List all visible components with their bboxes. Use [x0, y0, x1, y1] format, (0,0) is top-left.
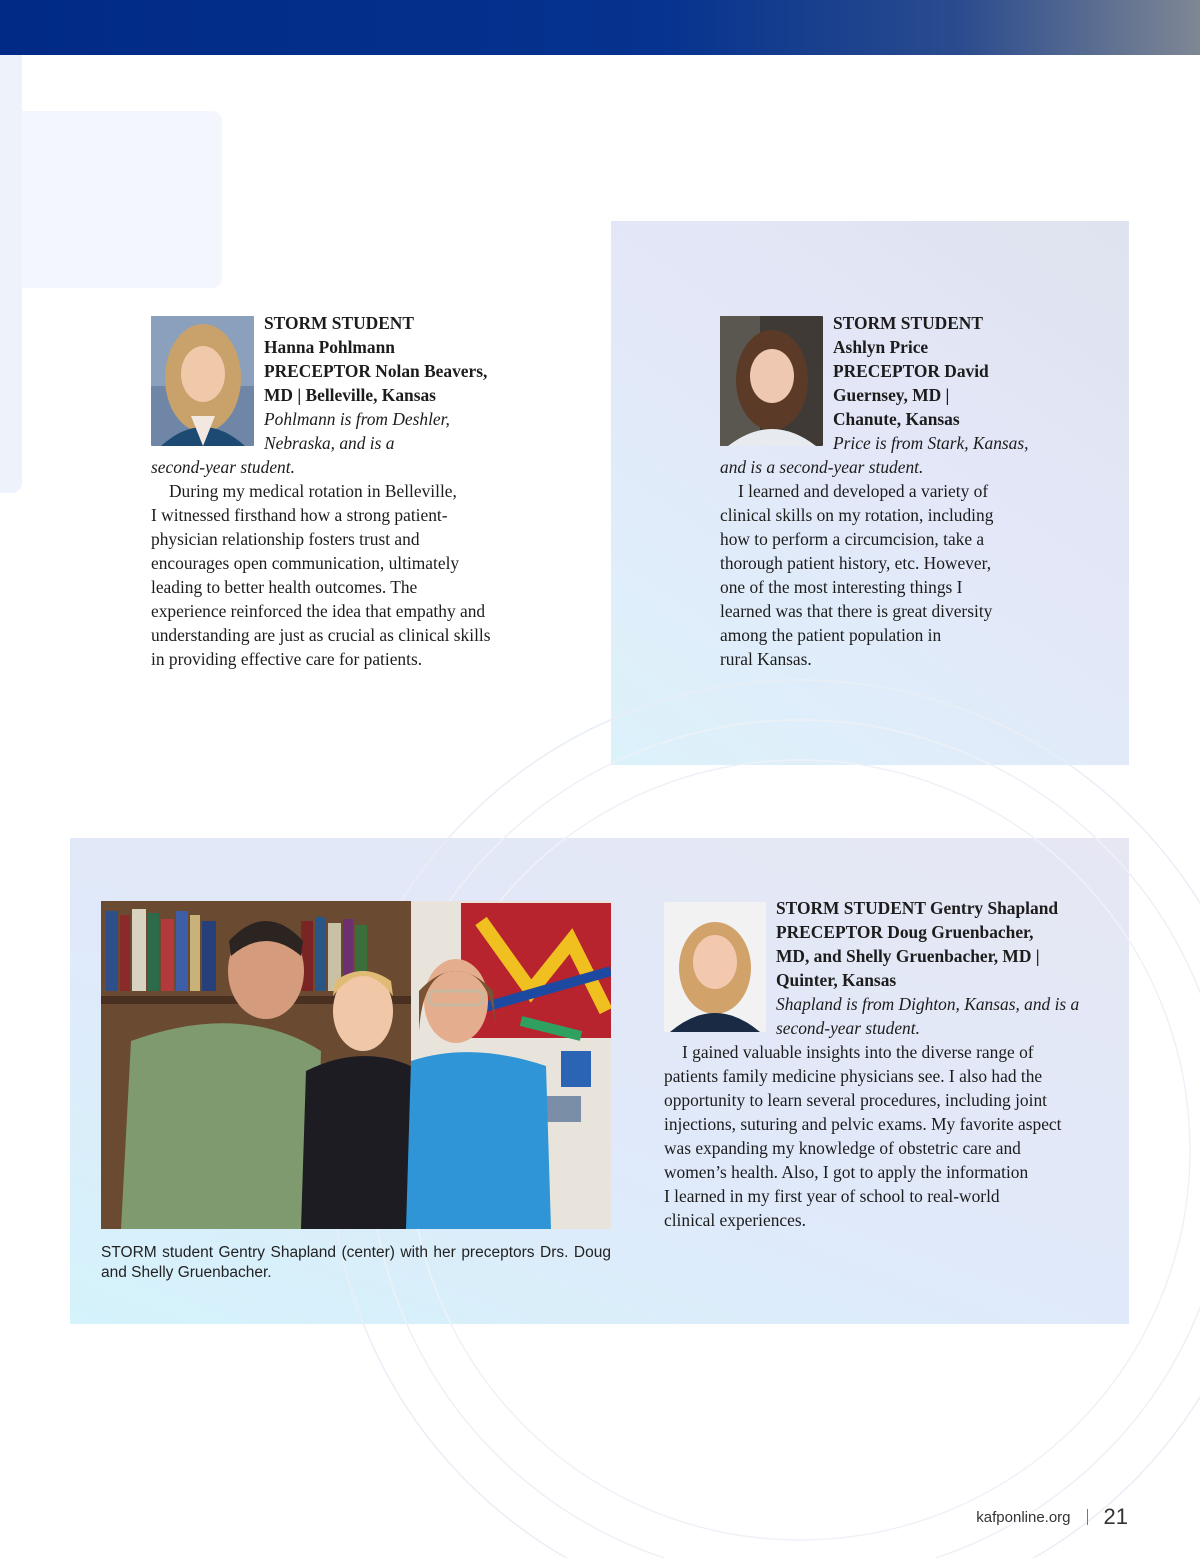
- portrait-photo: [151, 316, 254, 446]
- photo-caption: STORM student Gentry Shapland (center) with her preceptors Drs. Doug and Shelly Gruenbacher.: [101, 1244, 611, 1281]
- profile-gentry-shapland: [664, 896, 1084, 1232]
- profile-hanna-pohlmann: [151, 311, 511, 671]
- portrait-photo: [664, 902, 766, 1032]
- profile-bio: Price is from Stark, Kansas, and is a second-year student.: [720, 433, 1029, 477]
- portrait-photo: [720, 316, 823, 446]
- page-footer: [976, 1502, 1128, 1532]
- profile-bio: Shapland is from Dighton, Kansas, and is a second-year student.: [776, 994, 1080, 1038]
- group-photo: [101, 901, 611, 1229]
- profile-ashlyn-price: [720, 311, 1040, 671]
- profile-body: I learned and developed a variety of clinical skills on my rotation, including how to perform a circumcision, take a thorough patient history, etc. However, one of the most interesting things I learned was that there is great diversity among the patient population in rural Kansas.: [720, 481, 994, 669]
- profile-bio: Pohlmann is from Deshler, Nebraska, and is a second-year student.: [151, 409, 450, 477]
- profile-heading: STORM STUDENT Gentry Shapland PRECEPTOR Doug Gruenbacher, MD, and Shelly Gruenbacher, MD | Quinter, Kansas: [776, 898, 1059, 990]
- footer-url[interactable]: kafponline.org: [976, 1508, 1071, 1526]
- profile-heading: STORM STUDENT Ashlyn Price PRECEPTOR David Guernsey, MD | Chanute, Kansas: [833, 313, 989, 429]
- profile-heading: STORM STUDENT Hanna Pohlmann PRECEPTOR Nolan Beavers, MD | Belleville, Kansas: [264, 313, 488, 405]
- page-number: 21: [1103, 1504, 1128, 1529]
- profile-body: During my medical rotation in Belleville, I witnessed firsthand how a strong patient- physician relationship fosters trust and encourages open communication, ultimately leading to better health outcomes. The experience reinforced the idea that empathy and understanding are just as crucial as clinical skills in providing effective care for patients.: [151, 481, 491, 669]
- profile-body: I gained valuable insights into the diverse range of patients family medicine physicians see. I also had the opportunity to learn several procedures, including joint injections, suturing and pelvic exams. My favorite aspect was expanding my knowledge of obstetric care and women’s health. Also, I got to apply the information I learned in my first year of school to real-world clinical experiences.: [664, 1042, 1062, 1230]
- footer-divider: [1087, 1509, 1088, 1525]
